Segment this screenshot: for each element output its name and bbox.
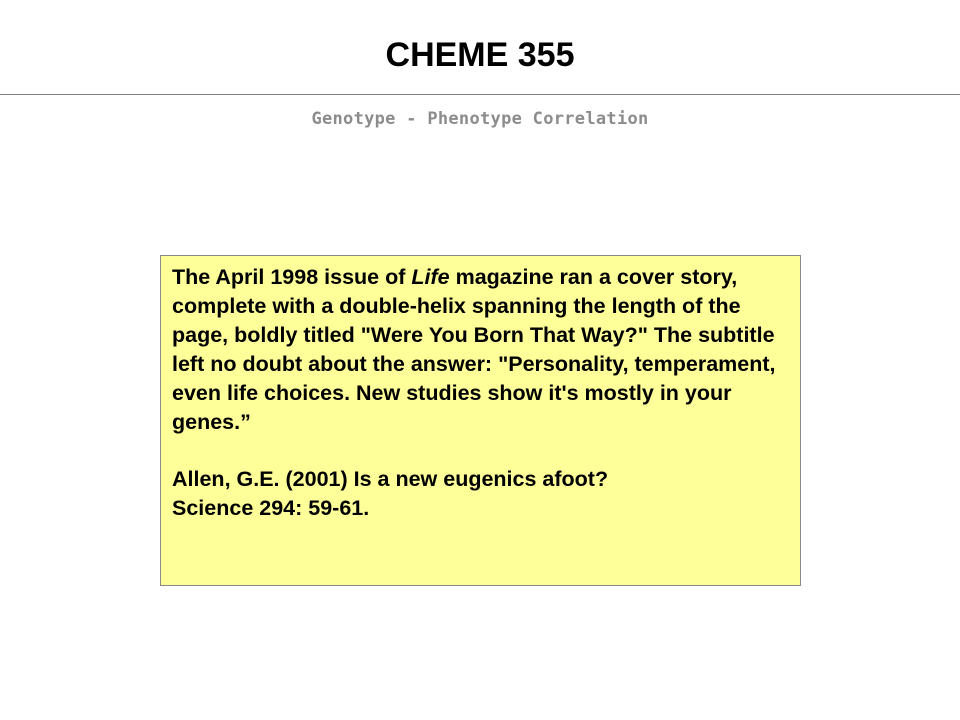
paragraph-gap [172, 436, 790, 465]
citation-line-1: Allen, G.E. (2001) Is a new eugenics afoot? [172, 467, 609, 492]
citation [172, 465, 790, 523]
slide-title: CHEME 355 [385, 36, 575, 74]
quote-body: magazine ran a cover story, complete with a double-helix spanning the length of the page, boldly titled "Were You Born That Way?" The subtitle left no doubt about the answer: "Personality, temperament, even life choices. New studies show it's mostly in your genes.” [172, 265, 776, 434]
quote-text [172, 263, 790, 436]
quote-box [160, 255, 801, 586]
quote-intro: The April 1998 issue of [172, 265, 412, 289]
magazine-title: Life [411, 265, 450, 289]
slide-subtitle: Genotype - Phenotype Correlation [311, 109, 649, 129]
title-divider [0, 94, 960, 95]
citation-line-2: Science 294: 59-61. [172, 496, 370, 521]
